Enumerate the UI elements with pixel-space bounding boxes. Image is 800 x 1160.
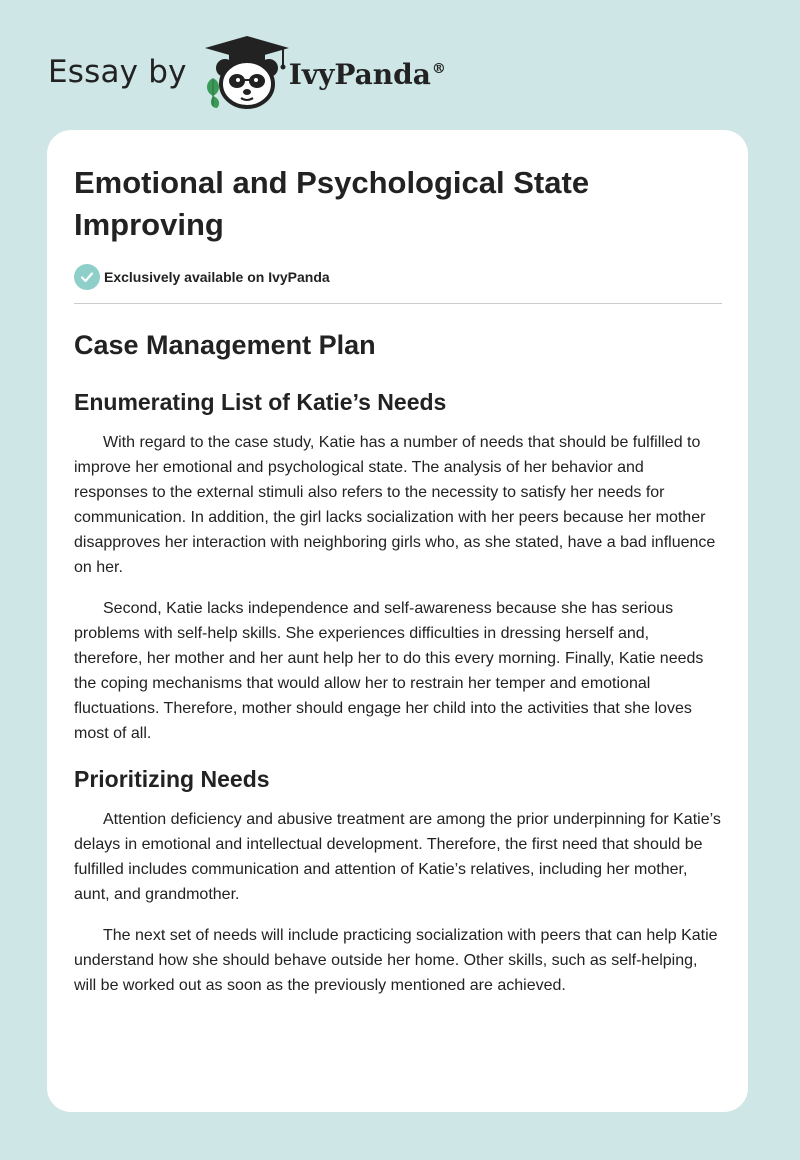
brand-name[interactable]: IvyPanda®: [288, 57, 446, 91]
subsection-heading-needs: Enumerating List of Katie’s Needs: [74, 389, 447, 415]
brand-prefix: Essay by: [48, 54, 187, 90]
paragraph: With regard to the case study, Katie has a number of needs that should be fulfilled to improve her emotional and psychological state. The analysis of her behavior and responses to the external stimuli also refers to the necessity to satisfy her needs for communication. In addition, the girl lacks socialization with her peers because her mother disapproves her interaction with neighboring girls who, as she stated, have a bad influence on her.: [74, 434, 716, 576]
paragraph: Attention deficiency and abusive treatment are among the prior underpinning for Katie’s delays in emotional and intellectual development. Therefore, the first need that should be fulfilled includes communication and attention of Katie’s relatives, including her mother, aunt, and grandmother.: [74, 811, 721, 903]
section-heading: Case Management Plan: [74, 330, 376, 360]
page-title: Emotional and Psychological State Improving: [74, 165, 590, 242]
check-circle-icon: [74, 264, 100, 290]
paragraph: Second, Katie lacks independence and self-awareness because she has serious problems with self-help skills. She experiences difficulties in dressing herself and, therefore, her mother and her aunt help her to do this every morning. Finally, Katie needs the coping mechanisms that would allow her to restrain her temper and emotional fluctuations. Therefore, mother should engage her child into the activities that she loves most of all.: [74, 600, 704, 742]
panda-graduate-icon: [199, 34, 295, 110]
divider: [74, 303, 722, 304]
registered-mark: ®: [431, 61, 446, 78]
badge-label: Exclusively available on IvyPanda: [104, 269, 330, 285]
exclusive-badge: [74, 263, 722, 291]
subsection-heading-priorities: Prioritizing Needs: [74, 766, 270, 792]
site-header: [48, 34, 446, 110]
essay-card: [47, 130, 748, 1112]
essay-content: [74, 130, 722, 998]
paragraph: The next set of needs will include practicing socialization with peers that can help Katie understand how she should behave outside her home. Other skills, such as self-helping, will be worked out as soon as the previously mentioned are achieved.: [74, 927, 718, 994]
ivy-leaf-icon: [207, 78, 219, 108]
